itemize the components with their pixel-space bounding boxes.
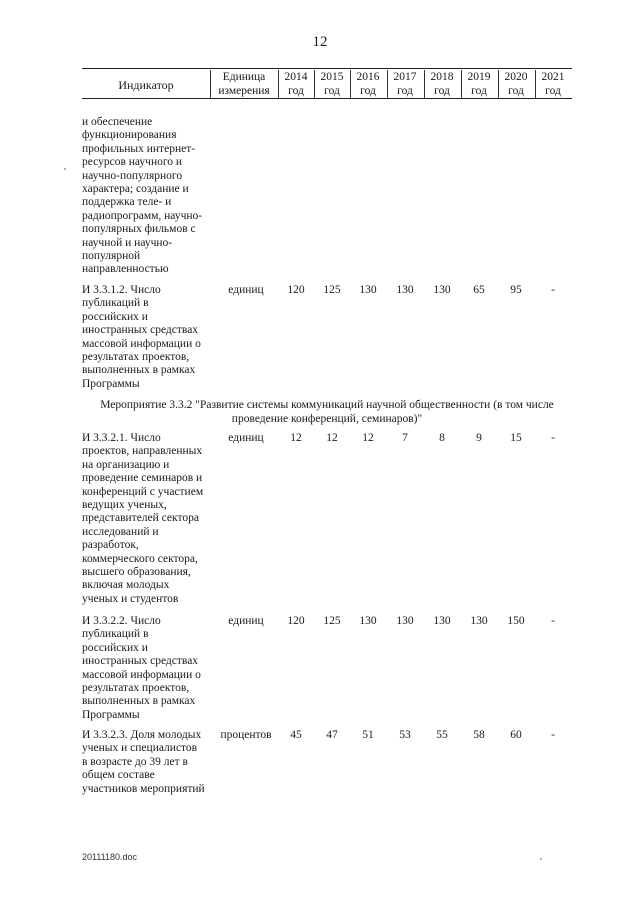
- section-title: Мероприятие 3.3.2 "Развитие системы коммуникаций научной общественности (в том числе проведение конференций, семинаров)": [100, 399, 554, 425]
- header-year-2019: [461, 70, 497, 98]
- value-cell: -: [551, 284, 555, 296]
- value-cell: 130: [359, 284, 377, 296]
- header-unit-line2: измерения: [218, 85, 270, 97]
- scan-speck: [64, 168, 66, 170]
- value-cell: 12: [326, 432, 338, 444]
- unit-cell: единиц: [228, 432, 264, 444]
- value-cell: 9: [476, 432, 482, 444]
- indicator-text-continuation: и обеспечение функционирования профильных интернет- ресурсов научного и научно-популярного характера; создание и поддержка теле- и радиопрограмм, научно- популярных фильмов с научной и научно- популярной направленностью: [82, 116, 203, 276]
- footer-filename: 20111180.doc: [82, 852, 138, 862]
- year-label: 2014: [284, 71, 308, 83]
- value-cell: 130: [433, 615, 451, 627]
- year-label: 2018: [430, 71, 454, 83]
- header-year-2016: [350, 70, 386, 98]
- value-cell: 47: [326, 729, 338, 741]
- header-divider: [210, 70, 211, 98]
- year-label: 2017: [393, 71, 417, 83]
- year-label: 2016: [356, 71, 380, 83]
- year-word: год: [397, 85, 413, 97]
- header-unit-line1: Единица: [222, 71, 266, 83]
- year-word: год: [434, 85, 450, 97]
- value-cell: 58: [473, 729, 485, 741]
- value-cell: 7: [402, 432, 408, 444]
- year-label: 2015: [320, 71, 344, 83]
- year-word: год: [471, 85, 487, 97]
- year-label: 2021: [541, 71, 565, 83]
- year-word: год: [288, 85, 304, 97]
- value-cell: 51: [362, 729, 374, 741]
- header-unit: [210, 70, 278, 98]
- indicator-text: И 3.3.2.3. Доля молодых ученых и специалистов в возрасте до 39 лет в общем составе участников мероприятий: [82, 729, 205, 795]
- value-cell: 130: [396, 284, 414, 296]
- value-cell: 120: [287, 615, 305, 627]
- year-word: год: [324, 85, 340, 97]
- indicator-text: И 3.3.1.2. Число публикаций в российских и иностранных средствах массовой информации о результатах проектов, выполненных в рамках Программы: [82, 284, 201, 390]
- unit-cell: единиц: [228, 615, 264, 627]
- header-year-2015: [314, 70, 350, 98]
- header-year-2014: [278, 70, 314, 98]
- year-word: год: [545, 85, 561, 97]
- value-cell: 130: [470, 615, 488, 627]
- year-word: год: [508, 85, 524, 97]
- value-cell: 130: [359, 615, 377, 627]
- value-cell: 53: [399, 729, 411, 741]
- value-cell: 12: [362, 432, 374, 444]
- header-year-2020: [498, 70, 534, 98]
- value-cell: 45: [290, 729, 302, 741]
- value-cell: 125: [323, 284, 341, 296]
- page-number: 12: [312, 34, 328, 50]
- value-cell: 120: [287, 284, 305, 296]
- value-cell: 12: [290, 432, 302, 444]
- header-year-2021: [535, 70, 571, 98]
- header-year-2017: [387, 70, 423, 98]
- value-cell: 8: [439, 432, 445, 444]
- value-cell: 60: [510, 729, 522, 741]
- value-cell: 150: [507, 615, 525, 627]
- value-cell: 130: [433, 284, 451, 296]
- header-year-2018: [424, 70, 460, 98]
- header-bottom-rule: [82, 98, 572, 99]
- value-cell: 55: [436, 729, 448, 741]
- indicator-text: И 3.3.2.2. Число публикаций в российских и иностранных средствах массовой информации о результатах проектов, выполненных в рамках Программы: [82, 615, 201, 721]
- scan-speck: [540, 858, 542, 860]
- year-label: 2019: [467, 71, 491, 83]
- indicator-text: И 3.3.2.1. Число проектов, направленных на организацию и проведение семинаров и конференций с участием ведущих ученых, представителей сектора исследований и разработок, коммерческого сектора, высшего образования, включая молодых ученых и студентов: [82, 432, 204, 605]
- unit-cell: процентов: [220, 729, 272, 741]
- year-label: 2020: [504, 71, 528, 83]
- value-cell: -: [551, 615, 555, 627]
- value-cell: -: [551, 432, 555, 444]
- value-cell: -: [551, 729, 555, 741]
- value-cell: 130: [396, 615, 414, 627]
- unit-cell: единиц: [228, 284, 264, 296]
- value-cell: 65: [473, 284, 485, 296]
- value-cell: 95: [510, 284, 522, 296]
- header-indicator: Индикатор: [118, 78, 174, 92]
- header-top-rule: [82, 68, 572, 69]
- value-cell: 125: [323, 615, 341, 627]
- year-word: год: [360, 85, 376, 97]
- value-cell: 15: [510, 432, 522, 444]
